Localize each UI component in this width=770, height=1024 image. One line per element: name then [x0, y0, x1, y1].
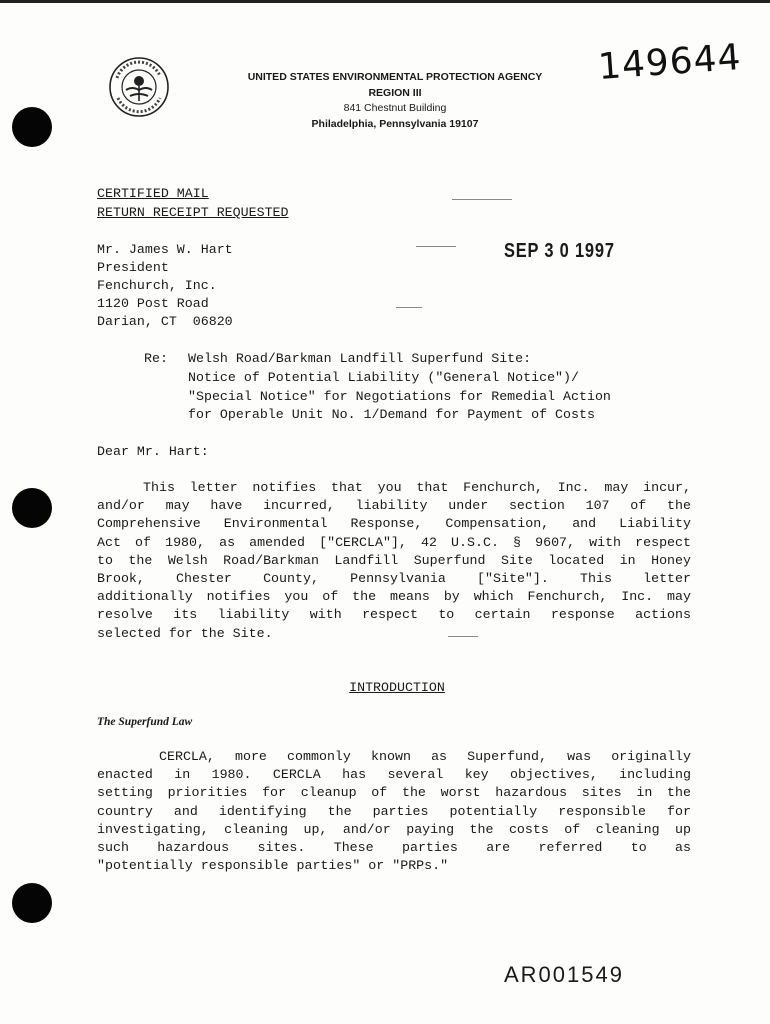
paragraph-line: Brook, Chester County, Pennsylvania ["Site"]. This letter [97, 571, 691, 587]
recipient-title: President [97, 260, 169, 275]
punch-hole-top [12, 107, 52, 147]
agency-building: 841 Chestnut Building [343, 102, 447, 114]
superfund-paragraph [97, 748, 691, 875]
scan-speck [452, 199, 512, 200]
paragraph-line: Act of 1980, as amended ["CERCLA"], 42 U.S.C. § 9607, with respect [97, 534, 691, 550]
paragraph-line: to the Welsh Road/Barkman Landfill Superfund Site located in Honey [97, 552, 691, 568]
agency-region: REGION III [368, 87, 422, 99]
punch-hole-middle [12, 488, 52, 528]
handwritten-document-number: 149644 [596, 37, 743, 88]
intro-paragraph [97, 479, 691, 643]
scan-top-edge [0, 0, 770, 3]
paragraph-line: Comprehensive Environmental Response, Compensation, and Liability [97, 516, 691, 532]
paragraph-line: setting priorities for cleanup of the worst hazardous sites in the [97, 785, 691, 801]
paragraph-line: This letter notifies that you that Fenchurch, Inc. may incur, [143, 480, 691, 495]
subject-line: Notice of Potential Liability ("General Notice")/ [188, 370, 579, 385]
date-stamp: SEP 3 0 1997 [504, 240, 615, 262]
subject-line: Welsh Road/Barkman Landfill Superfund Site: [188, 351, 532, 366]
subheading-superfund-law: The Superfund Law [97, 716, 193, 728]
recipient-name: Mr. James W. Hart [97, 242, 233, 257]
subject-line: "Special Notice" for Negotiations for Remedial Action [188, 389, 611, 404]
paragraph-line: enacted in 1980. CERCLA has several key objectives, including [97, 767, 691, 783]
paragraph-line: resolve its liability with respect to certain response actions [97, 607, 691, 623]
paragraph-line: "potentially responsible parties" or "PRPs." [97, 858, 449, 874]
bates-number: AR001549 [504, 962, 624, 987]
subject-label: Re: [144, 351, 168, 366]
paragraph-line: investigating, cleaning up, and/or paying the costs of cleaning up [97, 821, 691, 837]
scan-speck [448, 636, 478, 637]
scan-speck [416, 246, 456, 247]
section-heading-introduction: INTRODUCTION [349, 680, 445, 695]
certified-mail-label: CERTIFIED MAIL [97, 186, 209, 201]
epa-seal-icon [108, 56, 170, 118]
return-receipt-label: RETURN RECEIPT REQUESTED [97, 205, 289, 220]
paragraph-line: and/or may have incurred, liability under section 107 of the [97, 498, 691, 514]
subject-line: for Operable Unit No. 1/Demand for Payment of Costs [188, 407, 595, 422]
recipient-street: 1120 Post Road [97, 296, 209, 311]
paragraph-line: additionally notifies you of the means by which Fenchurch, Inc. may [97, 589, 691, 605]
agency-city: Philadelphia, Pennsylvania 19107 [311, 118, 479, 130]
scan-speck [396, 307, 422, 308]
paragraph-line: CERCLA, more commonly known as Superfund, was originally [159, 749, 691, 764]
salutation: Dear Mr. Hart: [97, 444, 209, 459]
recipient-city: Darian, CT 06820 [97, 314, 233, 329]
recipient-company: Fenchurch, Inc. [97, 278, 217, 293]
paragraph-line: selected for the Site. [97, 625, 273, 641]
punch-hole-bottom [12, 883, 52, 923]
paragraph-line: such hazardous sites. These parties are referred to as [97, 840, 691, 856]
paragraph-line: country and identifying the parties potentially responsible for [97, 803, 691, 819]
agency-name: UNITED STATES ENVIRONMENTAL PROTECTION AGENCY [247, 71, 543, 83]
